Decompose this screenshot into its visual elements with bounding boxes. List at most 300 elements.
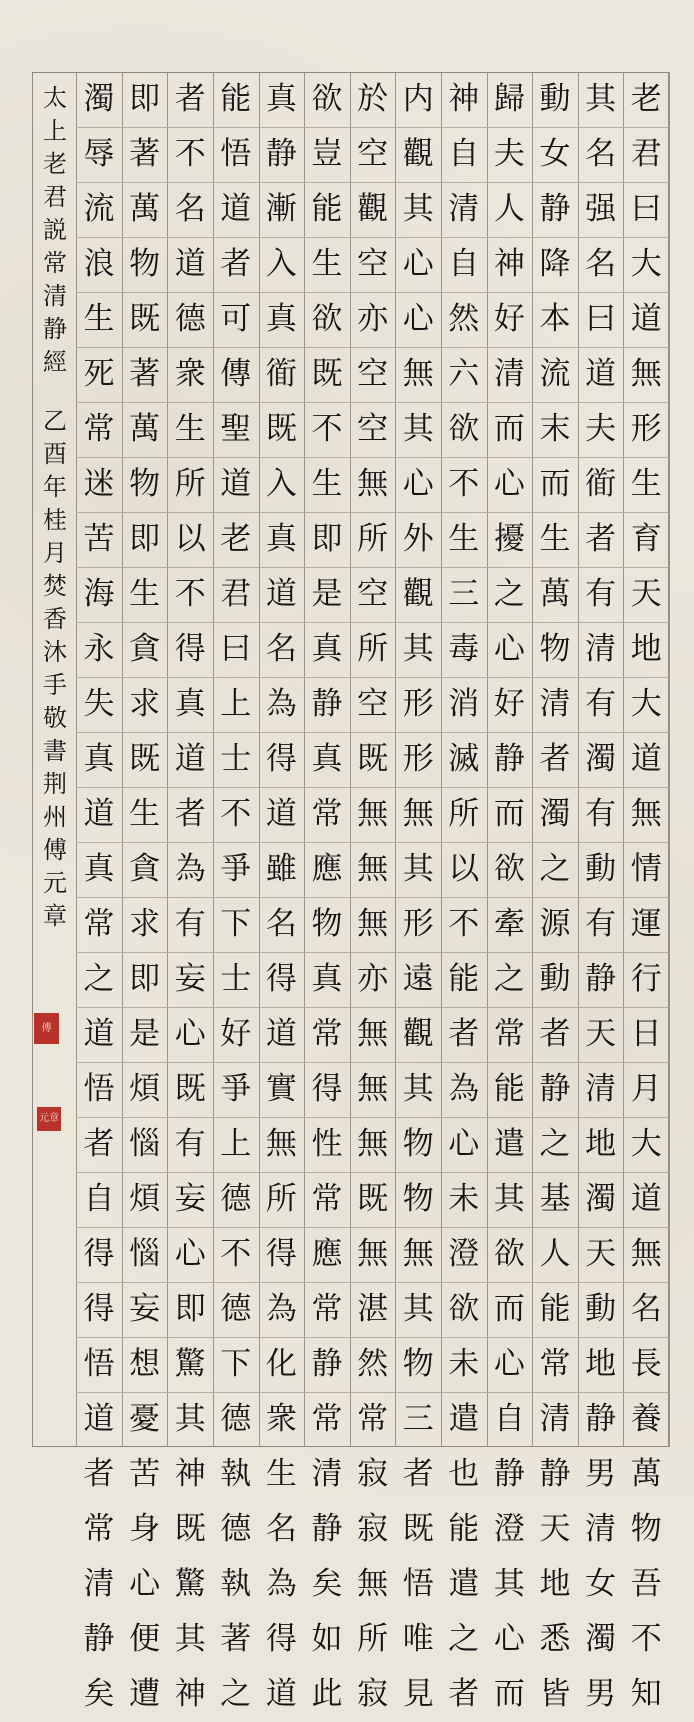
text-char: 既 <box>402 1511 434 1547</box>
text-char: 漸 <box>265 191 297 227</box>
text-char: 想 <box>129 1346 161 1382</box>
text-char: 清 <box>448 191 480 227</box>
text-char: 地 <box>539 1566 571 1602</box>
text-char: 心 <box>402 466 434 502</box>
text-char: 惱 <box>129 1126 161 1162</box>
signature-char: 荆 <box>43 770 67 798</box>
text-char: 吾 <box>630 1566 662 1602</box>
text-char: 大 <box>630 246 662 282</box>
text-char: 其 <box>174 1621 206 1657</box>
title-char: 君 <box>43 183 67 211</box>
text-char: 得 <box>265 741 297 777</box>
text-char: 常 <box>83 1511 115 1547</box>
text-char: 悟 <box>220 136 252 172</box>
title-char: 常 <box>43 249 67 277</box>
text-char: 真 <box>265 301 297 337</box>
text-char: 化 <box>265 1346 297 1382</box>
text-char: 寂 <box>357 1676 389 1712</box>
text-char: 衆 <box>265 1401 297 1437</box>
text-char: 觀 <box>357 191 389 227</box>
text-char: 無 <box>357 1126 389 1162</box>
text-char: 不 <box>174 576 206 612</box>
text-char: 不 <box>448 466 480 502</box>
text-column <box>487 72 533 1722</box>
text-char: 心 <box>493 1621 525 1657</box>
text-char: 下 <box>220 1346 252 1382</box>
text-char: 無 <box>357 1236 389 1272</box>
text-char: 道 <box>265 796 297 832</box>
text-char: 者 <box>539 741 571 777</box>
text-char: 便 <box>129 1621 161 1657</box>
text-char: 歸 <box>493 81 525 117</box>
signature-line <box>43 405 67 933</box>
text-char: 心 <box>448 1126 480 1162</box>
text-char: 消 <box>448 686 480 722</box>
text-char: 道 <box>630 741 662 777</box>
signature-char: 州 <box>43 803 67 831</box>
text-char: 雖 <box>265 851 297 887</box>
signature-char: 手 <box>43 671 67 699</box>
text-char: 無 <box>265 1126 297 1162</box>
text-column <box>532 72 578 1722</box>
text-char: 男 <box>585 1456 617 1492</box>
text-char: 不 <box>448 906 480 942</box>
text-char: 觀 <box>402 136 434 172</box>
signature-char: 香 <box>43 605 67 633</box>
text-char: 應 <box>311 1236 343 1272</box>
text-char: 道 <box>220 191 252 227</box>
text-char: 生 <box>539 521 571 557</box>
text-char: 不 <box>220 1236 252 1272</box>
text-char: 而 <box>493 411 525 447</box>
text-char: 神 <box>448 81 480 117</box>
text-char: 既 <box>311 356 343 392</box>
text-char: 士 <box>220 741 252 777</box>
text-char: 心 <box>493 631 525 667</box>
text-char: 空 <box>357 686 389 722</box>
text-char: 下 <box>220 906 252 942</box>
text-char: 名 <box>630 1291 662 1327</box>
text-char: 長 <box>630 1346 662 1382</box>
text-char: 之 <box>539 851 571 887</box>
text-char: 動 <box>539 961 571 997</box>
text-char: 静 <box>585 1401 617 1437</box>
text-char: 物 <box>630 1511 662 1547</box>
text-char: 名 <box>585 136 617 172</box>
text-char: 曰 <box>630 191 662 227</box>
text-char: 道 <box>265 576 297 612</box>
text-column <box>167 72 213 1722</box>
text-char: 浪 <box>83 246 115 282</box>
text-char: 寂 <box>357 1511 389 1547</box>
text-char: 其 <box>493 1566 525 1602</box>
text-char: 即 <box>129 81 161 117</box>
text-char: 辱 <box>83 136 115 172</box>
text-char: 生 <box>83 301 115 337</box>
text-char: 萬 <box>129 411 161 447</box>
text-char: 源 <box>539 906 571 942</box>
signature-char: 桂 <box>43 506 67 534</box>
text-char: 欲 <box>311 301 343 337</box>
text-char: 清 <box>83 1566 115 1602</box>
text-char: 能 <box>539 1291 571 1327</box>
text-char: 六 <box>448 356 480 392</box>
text-char: 空 <box>357 576 389 612</box>
text-char: 得 <box>83 1236 115 1272</box>
text-char: 心 <box>493 1346 525 1382</box>
text-char: 神 <box>174 1676 206 1712</box>
text-column <box>76 72 122 1722</box>
text-column <box>259 72 305 1722</box>
text-char: 養 <box>630 1401 662 1437</box>
text-char: 者 <box>448 1016 480 1052</box>
text-char: 形 <box>630 411 662 447</box>
text-char: 動 <box>585 1291 617 1327</box>
text-char: 德 <box>220 1291 252 1327</box>
text-char: 濁 <box>83 81 115 117</box>
text-char: 之 <box>493 961 525 997</box>
text-char: 静 <box>493 741 525 777</box>
text-char: 欲 <box>311 81 343 117</box>
text-char: 静 <box>311 1511 343 1547</box>
text-char: 苦 <box>129 1456 161 1492</box>
text-char: 道 <box>220 466 252 502</box>
text-char: 德 <box>220 1181 252 1217</box>
text-char: 之 <box>493 576 525 612</box>
text-char: 遣 <box>448 1401 480 1437</box>
text-char: 其 <box>402 191 434 227</box>
text-char: 神 <box>174 1456 206 1492</box>
text-char: 三 <box>448 576 480 612</box>
grid-vline <box>669 72 670 1447</box>
text-char: 不 <box>311 411 343 447</box>
text-char: 煩 <box>129 1181 161 1217</box>
text-char: 無 <box>357 466 389 502</box>
text-char: 物 <box>402 1346 434 1382</box>
text-char: 得 <box>265 1236 297 1272</box>
text-char: 道 <box>630 301 662 337</box>
text-char: 濁 <box>585 741 617 777</box>
text-char: 常 <box>83 411 115 447</box>
text-char: 惱 <box>129 1236 161 1272</box>
text-char: 有 <box>585 686 617 722</box>
text-char: 豈 <box>311 136 343 172</box>
text-char: 空 <box>357 356 389 392</box>
text-char: 濁 <box>585 1621 617 1657</box>
text-char: 夫 <box>585 411 617 447</box>
text-char: 好 <box>493 686 525 722</box>
text-char: 常 <box>311 1401 343 1437</box>
text-char: 既 <box>129 741 161 777</box>
text-char: 滅 <box>448 741 480 777</box>
text-char: 德 <box>220 1401 252 1437</box>
text-char: 空 <box>357 136 389 172</box>
text-char: 執 <box>220 1456 252 1492</box>
text-char: 地 <box>630 631 662 667</box>
text-char: 此 <box>311 1676 343 1712</box>
text-char: 見 <box>402 1676 434 1712</box>
text-char: 無 <box>357 906 389 942</box>
text-char: 好 <box>493 301 525 337</box>
text-char: 者 <box>83 1126 115 1162</box>
text-char: 即 <box>129 521 161 557</box>
text-char: 外 <box>402 521 434 557</box>
text-char: 遭 <box>129 1676 161 1712</box>
text-char: 物 <box>402 1126 434 1162</box>
text-char: 清 <box>539 686 571 722</box>
text-char: 女 <box>539 136 571 172</box>
text-char: 者 <box>402 1456 434 1492</box>
text-char: 無 <box>630 356 662 392</box>
title-char: 上 <box>43 117 67 145</box>
text-char: 道 <box>83 1016 115 1052</box>
text-char: 然 <box>357 1346 389 1382</box>
text-char: 天 <box>585 1236 617 1272</box>
text-char: 清 <box>585 631 617 667</box>
text-char: 心 <box>402 246 434 282</box>
text-char: 静 <box>493 1456 525 1492</box>
text-char: 空 <box>357 411 389 447</box>
text-char: 所 <box>357 521 389 557</box>
text-char: 自 <box>83 1181 115 1217</box>
scripture-title <box>43 82 67 379</box>
text-char: 心 <box>493 466 525 502</box>
text-char: 無 <box>357 1566 389 1602</box>
title-char: 説 <box>43 216 67 244</box>
text-char: 神 <box>493 246 525 282</box>
text-char: 遣 <box>448 1566 480 1602</box>
text-char: 入 <box>265 466 297 502</box>
text-char: 而 <box>493 1676 525 1712</box>
text-char: 天 <box>585 1016 617 1052</box>
text-char: 遠 <box>402 961 434 997</box>
text-char: 育 <box>630 521 662 557</box>
text-char: 妄 <box>174 961 206 997</box>
text-char: 真 <box>174 686 206 722</box>
text-char: 真 <box>311 961 343 997</box>
text-char: 心 <box>174 1236 206 1272</box>
text-char: 無 <box>402 796 434 832</box>
text-char: 上 <box>220 686 252 722</box>
text-char: 生 <box>311 246 343 282</box>
text-char: 人 <box>493 191 525 227</box>
signature-char: 焚 <box>43 572 67 600</box>
text-char: 求 <box>129 686 161 722</box>
text-char: 得 <box>265 1621 297 1657</box>
text-char: 以 <box>174 521 206 557</box>
text-char: 物 <box>129 466 161 502</box>
text-char: 内 <box>402 81 434 117</box>
text-char: 真 <box>83 741 115 777</box>
text-char: 矣 <box>311 1566 343 1602</box>
text-char: 行 <box>630 961 662 997</box>
text-char: 實 <box>265 1071 297 1107</box>
text-char: 亦 <box>357 301 389 337</box>
text-char: 未 <box>448 1181 480 1217</box>
text-char: 妄 <box>129 1291 161 1327</box>
text-char: 末 <box>539 411 571 447</box>
text-char: 大 <box>630 686 662 722</box>
text-char: 欲 <box>448 411 480 447</box>
text-char: 好 <box>220 1016 252 1052</box>
text-char: 常 <box>311 1016 343 1052</box>
signature-char: 沐 <box>43 638 67 666</box>
text-char: 觀 <box>402 576 434 612</box>
text-char: 者 <box>448 1676 480 1712</box>
text-char: 生 <box>630 466 662 502</box>
text-char: 萬 <box>129 191 161 227</box>
text-char: 生 <box>448 521 480 557</box>
text-char: 即 <box>129 961 161 997</box>
text-char: 所 <box>448 796 480 832</box>
text-column <box>623 72 669 1722</box>
text-char: 亦 <box>357 961 389 997</box>
text-char: 能 <box>448 961 480 997</box>
inscription <box>37 82 73 933</box>
text-char: 天 <box>630 576 662 612</box>
text-char: 衆 <box>174 356 206 392</box>
text-char: 自 <box>448 246 480 282</box>
text-char: 大 <box>630 1126 662 1162</box>
text-char: 入 <box>265 246 297 282</box>
text-char: 濁 <box>539 796 571 832</box>
text-char: 苦 <box>83 521 115 557</box>
text-char: 萬 <box>539 576 571 612</box>
text-char: 而 <box>539 466 571 502</box>
text-char: 不 <box>174 136 206 172</box>
text-char: 求 <box>129 906 161 942</box>
text-char: 湛 <box>357 1291 389 1327</box>
text-char: 無 <box>630 1236 662 1272</box>
text-char: 衜 <box>585 466 617 502</box>
text-char: 情 <box>630 851 662 887</box>
text-char: 其 <box>402 851 434 887</box>
text-char: 本 <box>539 301 571 337</box>
text-char: 真 <box>83 851 115 887</box>
signature-char: 乙 <box>43 407 67 435</box>
text-char: 生 <box>129 576 161 612</box>
text-char: 之 <box>220 1676 252 1712</box>
text-char: 著 <box>129 356 161 392</box>
text-column <box>350 72 396 1722</box>
text-char: 無 <box>357 796 389 832</box>
text-char: 常 <box>357 1401 389 1437</box>
text-char: 地 <box>585 1346 617 1382</box>
text-char: 應 <box>311 851 343 887</box>
text-char: 清 <box>539 1401 571 1437</box>
text-char: 衜 <box>265 356 297 392</box>
text-char: 静 <box>265 136 297 172</box>
text-char: 唯 <box>402 1621 434 1657</box>
signature-char: 元 <box>43 869 67 897</box>
text-char: 物 <box>129 246 161 282</box>
text-char: 得 <box>311 1071 343 1107</box>
text-char: 欲 <box>493 851 525 887</box>
text-char: 静 <box>83 1621 115 1657</box>
text-char: 静 <box>311 1346 343 1382</box>
text-char: 静 <box>585 961 617 997</box>
text-char: 有 <box>585 576 617 612</box>
text-char: 者 <box>220 246 252 282</box>
text-char: 者 <box>174 796 206 832</box>
text-char: 士 <box>220 961 252 997</box>
text-char: 毒 <box>448 631 480 667</box>
text-char: 皆 <box>539 1676 571 1712</box>
text-char: 名 <box>174 191 206 227</box>
title-char: 老 <box>43 150 67 178</box>
text-char: 能 <box>493 1071 525 1107</box>
text-char: 迷 <box>83 466 115 502</box>
text-char: 清 <box>585 1511 617 1547</box>
text-char: 名 <box>265 1511 297 1547</box>
text-char: 其 <box>585 81 617 117</box>
text-char: 生 <box>129 796 161 832</box>
text-char: 其 <box>402 1291 434 1327</box>
text-char: 悟 <box>83 1071 115 1107</box>
text-char: 可 <box>220 301 252 337</box>
text-char: 真 <box>311 631 343 667</box>
text-char: 妄 <box>174 1181 206 1217</box>
text-char: 所 <box>357 631 389 667</box>
text-char: 萬 <box>630 1456 662 1492</box>
text-char: 以 <box>448 851 480 887</box>
text-char: 執 <box>220 1566 252 1602</box>
text-char: 之 <box>83 961 115 997</box>
text-char: 為 <box>265 686 297 722</box>
text-char: 其 <box>402 631 434 667</box>
signature-char: 月 <box>43 539 67 567</box>
text-char: 爭 <box>220 1071 252 1107</box>
text-char: 聖 <box>220 411 252 447</box>
text-char: 欲 <box>448 1291 480 1327</box>
text-char: 永 <box>83 631 115 667</box>
text-char: 流 <box>83 191 115 227</box>
text-char: 為 <box>265 1566 297 1602</box>
text-char: 形 <box>402 686 434 722</box>
text-column <box>122 72 168 1722</box>
text-char: 德 <box>174 301 206 337</box>
text-char: 其 <box>402 1071 434 1107</box>
text-char: 静 <box>311 686 343 722</box>
text-char: 煩 <box>129 1071 161 1107</box>
text-char: 名 <box>585 246 617 282</box>
text-char: 曰 <box>585 301 617 337</box>
text-char: 傳 <box>220 356 252 392</box>
text-char: 上 <box>220 1126 252 1162</box>
text-char: 然 <box>448 301 480 337</box>
text-char: 道 <box>265 1676 297 1712</box>
text-char: 女 <box>585 1566 617 1602</box>
text-char: 天 <box>539 1511 571 1547</box>
text-char: 道 <box>630 1181 662 1217</box>
text-char: 其 <box>174 1401 206 1437</box>
text-char: 遣 <box>493 1126 525 1162</box>
text-char: 於 <box>357 81 389 117</box>
text-char: 常 <box>493 1016 525 1052</box>
text-char: 日 <box>630 1016 662 1052</box>
text-char: 者 <box>174 81 206 117</box>
text-char: 所 <box>174 466 206 502</box>
text-column <box>304 72 350 1722</box>
text-char: 真 <box>265 81 297 117</box>
text-char: 無 <box>357 851 389 887</box>
text-char: 自 <box>448 136 480 172</box>
text-char: 常 <box>539 1346 571 1382</box>
text-char: 地 <box>585 1126 617 1162</box>
text-char: 三 <box>402 1401 434 1437</box>
text-char: 既 <box>357 741 389 777</box>
text-char: 物 <box>311 906 343 942</box>
